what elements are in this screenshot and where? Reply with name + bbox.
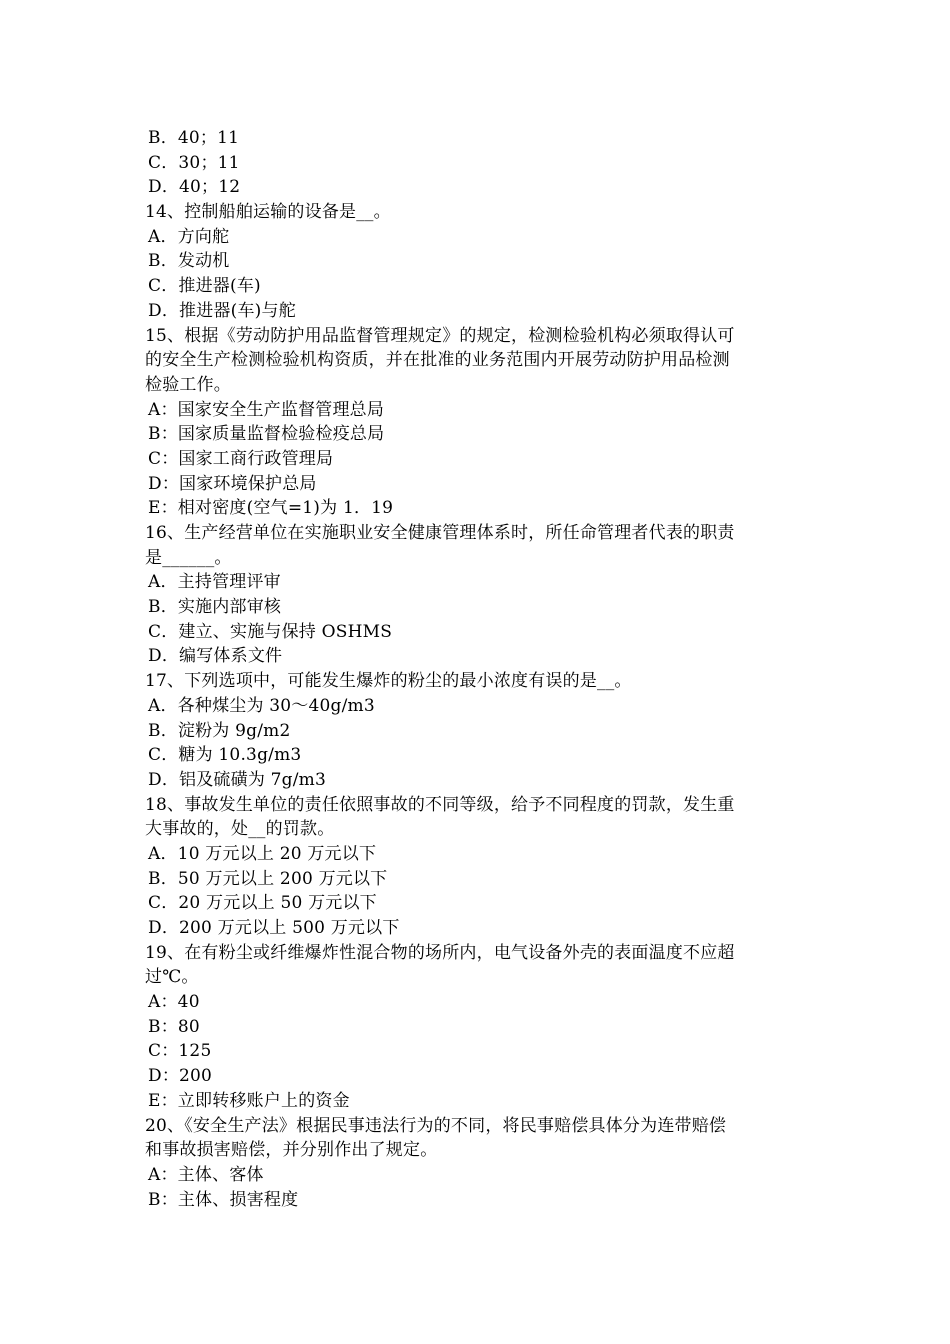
- option-line: B．发动机: [148, 251, 230, 272]
- option-line: C：125: [148, 1041, 212, 1062]
- question-line: 19、在有粉尘或纤维爆炸性混合物的场所内，电气设备外壳的表面温度不应超: [145, 942, 735, 963]
- option-line: B．40；11: [148, 128, 240, 148]
- option-line: C．30；11: [148, 152, 240, 173]
- option-line: B：80: [148, 1016, 200, 1037]
- question-line: 15、根据《劳动防护用品监督管理规定》的规定，检测检验机构必须取得认可: [145, 325, 735, 346]
- option-line: C．建立、实施与保持 OSHMS: [148, 621, 393, 642]
- option-line: B．50 万元以上 200 万元以下: [148, 868, 388, 889]
- question-line: 是______。: [145, 547, 232, 568]
- option-line: E：相对密度(空气=1)为 1．19: [148, 498, 394, 519]
- option-line: D．200 万元以上 500 万元以下: [148, 918, 400, 938]
- option-line: A：40: [148, 992, 200, 1013]
- option-line: D．40；12: [148, 177, 241, 198]
- option-line: A．主持管理评审: [148, 572, 281, 593]
- question-line: 和事故损害赔偿，并分别作出了规定。: [145, 1140, 438, 1161]
- question-line: 大事故的，处__的罚款。: [145, 819, 335, 840]
- option-line: A．各种煤尘为 30～40g/m3: [148, 695, 375, 716]
- option-line: B．实施内部审核: [148, 597, 282, 618]
- option-line: A．10 万元以上 20 万元以下: [148, 843, 377, 864]
- option-line: D．铝及硫磺为 7g/m3: [148, 769, 326, 790]
- option-line: A：主体、客体: [148, 1164, 264, 1185]
- question-line: 18、事故发生单位的责任依照事故的不同等级，给予不同程度的罚款，发生重: [145, 794, 735, 815]
- question-line: 过℃。: [145, 967, 199, 988]
- option-line: D：国家环境保护总局: [148, 473, 317, 494]
- option-line: C：国家工商行政管理局: [148, 448, 334, 469]
- document-page: [145, 126, 810, 1212]
- question-line: 14、控制船舶运输的设备是__。: [145, 202, 391, 223]
- option-line: A．方向舵: [148, 226, 230, 247]
- option-line: B：主体、损害程度: [148, 1189, 299, 1210]
- question-line: 16、生产经营单位在实施职业安全健康管理体系时，所任命管理者代表的职责: [145, 523, 735, 543]
- option-line: B．淀粉为 9g/m2: [148, 720, 291, 741]
- option-line: C．糖为 10.3g/m3: [148, 745, 302, 766]
- question-line: 检验工作。: [145, 374, 231, 395]
- option-line: D：200: [148, 1066, 213, 1087]
- option-line: C．推进器(车): [148, 276, 261, 297]
- option-line: D．编写体系文件: [148, 646, 283, 667]
- question-line: 17、下列选项中，可能发生爆炸的粉尘的最小浓度有误的是__。: [145, 671, 632, 692]
- option-line: B：国家质量监督检验检疫总局: [148, 424, 385, 445]
- option-line: D．推进器(车)与舵: [148, 300, 296, 321]
- option-line: C．20 万元以上 50 万元以下: [148, 893, 377, 914]
- option-line: A：国家安全生产监督管理总局: [148, 399, 385, 420]
- question-line: 20、《安全生产法》根据民事违法行为的不同，将民事赔偿具体分为连带赔偿: [145, 1115, 727, 1136]
- option-line: E：立即转移账户上的资金: [148, 1090, 350, 1111]
- question-line: 的安全生产检测检验机构资质，并在批准的业务范围内开展劳动防护用品检测: [145, 350, 730, 371]
